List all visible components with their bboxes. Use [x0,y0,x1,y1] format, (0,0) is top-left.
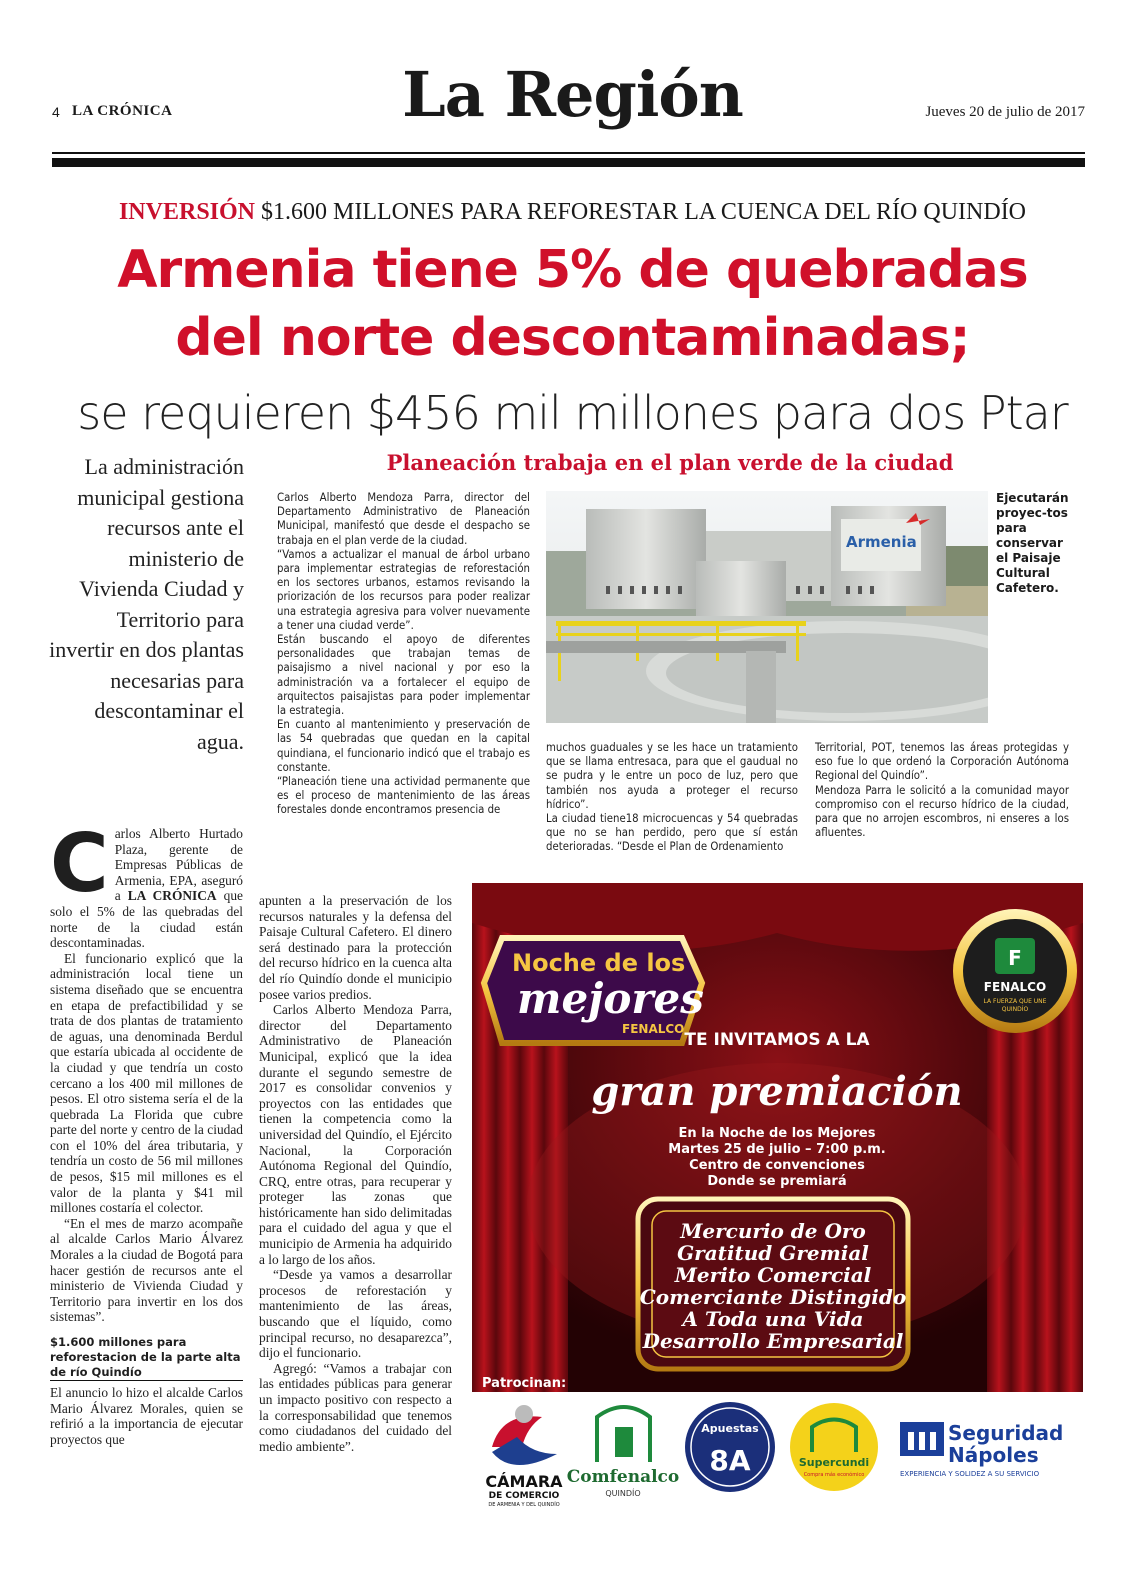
sponsor-logos [472,1392,1083,1522]
ad-invite: TE INVITAMOS A LA [684,1030,870,1050]
advertisement [472,883,1083,1392]
sidebar-paragraph: La ciudad tiene18 microcuencas y 54 quebradas que no se han perdido, pero que sí están deterioradas. “Desde el Plan de Ordenamiento [546,812,798,854]
ad-sign-line-1: Noche de los [512,949,686,977]
svg-text:Seguridad: Seguridad [948,1421,1064,1445]
body-paragraph: Agregó: “Vamos a trabajar con las entidades públicas para generar un impacto positivo con respecto a la corresponsabilidad que tenemos como ciudadanos del cuidado del medio ambiente”. [259,1360,452,1454]
kicker-tag: INVERSIÓN [118,199,255,225]
svg-text:EXPERIENCIA Y SOLIDEZ A SU SER: EXPERIENCIA Y SOLIDEZ A SU SERVICIO [900,1470,1040,1478]
sidebar-paragraph: Territorial, POT, tenemos las áreas protegidas y eso fue lo que ordenó la Corporación Autónoma Regional del Quindío”. [815,741,1069,783]
sidebar-paragraph: En cuanto al mantenimiento y preservación de las 54 quebradas que quedan en la capital quindiana, el funcionario indicó que el trabajo es constante. [277,718,530,774]
photo-caption: Ejecutarán proyec-tos para conservar el Paisaje Cultural Cafetero. [996,491,1069,595]
kicker-text: $1.600 MILLONES PARA REFORESTAR LA CUENCA DEL RÍO QUINDÍO [261,199,1027,225]
section-title: La Región [402,58,743,131]
ad-graphic [472,883,1083,1392]
paper-name-inline: LA CRÓNICA [127,888,217,904]
body-subtitle: $1.600 millones para reforestacion de la parte alta de río Quindío [50,1335,243,1381]
ad-event: gran premiación [591,1068,963,1115]
ad-detail: Donde se premiará [707,1174,847,1189]
comfenalco-logo [567,1407,680,1498]
ad-award: Gratitud Gremial [677,1241,869,1265]
body-column-2 [259,893,452,1454]
drop-cap: C [50,817,109,910]
sidebar-column-2 [546,741,798,855]
svg-text:Comfenalco: Comfenalco [566,1467,680,1487]
kicker [0,199,1145,226]
svg-text:Nápoles: Nápoles [948,1443,1039,1467]
sponsors-label: Patrocinan: [482,1376,567,1391]
ad-badge-name: FENALCO [983,980,1047,994]
seguridad-napoles-logo [900,1421,1063,1478]
ad-sign-line-3: FENALCO [622,1022,685,1036]
body-lead-end: que solo el 5% de las quebradas del norte de la ciudad están descontaminadas. [50,888,243,951]
svg-text:DE COMERCIO: DE COMERCIO [488,1491,560,1501]
sidebar-title: Planeación trabaja en el plan verde de la ciudad [386,450,954,475]
svg-text:F: F [1008,946,1022,970]
body-paragraph: apunten a la preservación de los recursos naturales y la defensa del Paisaje Cultural Cafetero. El dinero será destinado para la protección del recurso hídrico en la cuenca alta del río Quindío donde el municipio posee varios predios. [259,893,452,1002]
sidebar-paragraph: Carlos Alberto Mendoza Parra, director del Departamento Administrativo de Planeación Municipal, manifestó que desde el despacho se trabaja en el plan verde de la ciudad. [277,491,530,547]
ad-award: A Toda una Vida [682,1307,864,1331]
ad-detail: Centro de convenciones [689,1158,865,1173]
sidebar-column-3 [815,741,1069,840]
svg-text:Compra más económico: Compra más económico [803,1472,865,1478]
ad-detail: En la Noche de los Mejores [678,1126,876,1141]
supercundi-logo [790,1403,878,1491]
summary: La administración municipal gestiona recursos ante el ministerio de Vivienda Ciudad y Territorio para invertir en dos plantas necesarias para descontaminar el agua. [49,454,244,754]
article-photo [546,491,988,723]
ad-sign-line-2: mejores [517,974,704,1023]
svg-text:8A: 8A [709,1444,751,1477]
headline [40,236,1105,372]
body-paragraph: El anuncio lo hizo el alcalde Carlos Mario Álvarez Morales, quien se refirió a la importancia de ejecutar proyectos que [50,1385,243,1447]
ad-award: Merito Comercial [674,1263,872,1287]
sidebar-paragraph: Están buscando el apoyo de diferentes personalidades que trabajan temas de paisajismo a nivel nacional y por eso la administración va a fortalecer el equipo de arquitectos paisajistas para poder implementar la estrategia. [277,633,530,718]
body-lead: arlos Alberto Hurtado Plaza, gerente de Empresas Públicas de Armenia, EPA, aseguró a [114,826,243,904]
paper-name: LA CRÓNICA [72,103,173,119]
sidebar-paragraph: “Planeación tiene una actividad permanente que es el proceso de mantenimiento de las áreas forestales donde encontramos presencia de [277,775,530,817]
deck: se requieren $456 mil millones para dos Ptar [77,386,1068,440]
svg-text:QUINDÍO: QUINDÍO [605,1489,641,1498]
water-treatment-plant-image [546,491,988,723]
issue-date: Jueves 20 de julio de 2017 [925,104,1085,120]
svg-text:DE ARMENIA Y DEL QUINDÍO: DE ARMENIA Y DEL QUINDÍO [488,1502,560,1508]
sidebar-column-1 [277,491,530,818]
apuestas-logo [685,1402,775,1492]
body-column-1 [50,817,243,1447]
sidebar-paragraph: “Vamos a actualizar el manual de árbol urbano para implementar estrategias de reforestación en los sectores urbanos, estamos revisando la priorización de los recursos para poder realizar una estrategia agresiva para volver nuevamente a tener una ciudad verde”. [277,547,530,632]
svg-text:Supercundi: Supercundi [798,1456,870,1469]
ad-badge-region: QUINDÍO [1001,1006,1029,1013]
ad-award: Comerciante Distingido [639,1285,907,1309]
ad-detail: Martes 25 de julio – 7:00 p.m. [668,1142,886,1157]
page-number: 4 [52,104,60,120]
body-paragraph: “Desde ya vamos a desarrollar procesos de reforestación y mantenimiento de las áreas, buscando que el líquido, como principal recurso, no desaparezca”, dijo el funcionario. [259,1267,452,1361]
ad-award: Desarrollo Empresarial [642,1329,904,1353]
photo-sign-text: Armenia [846,533,917,551]
ad-award: Mercurio de Oro [680,1219,866,1243]
body-paragraph: Carlos Alberto Mendoza Parra, director del Departamento Administrativo de Planeación Municipal, explicó que la idea durante el segundo semestre de 2017 es consolidar convenios y proyectos con las entidades que tienen la competencia como la universidad del Quindío, el Ejército Nacional, la Corporación Autónoma Regional del Quindío, CRQ, entre otras, para recuperar y proteger las zonas que históricamente han sido delimitadas para el cuidado del agua y que el municipio de Armenia ha adquirido a lo largo de los años. [259,1002,452,1267]
svg-text:CÁMARA: CÁMARA [485,1472,563,1491]
headline-line-2: del norte descontaminadas; [175,308,970,368]
headline-line-1: Armenia tiene 5% de quebradas [117,240,1028,300]
header-rule-thick [52,158,1085,167]
header-rule-thin [52,152,1085,154]
body-paragraph: El funcionario explicó que la administración local tiene un sistema diseñado que se encuentra en etapa de prefactibilidad y se trata de dos plantas de tratamiento de aguas, una denominada Berdul que estaría ubicada al occidente de la ciudad y que tendría un costo cercano a los 400 mil millones de pesos. El otro sistema sería el de la quebrada La Florida que cubre parte del norte y centro de la ciudad con el 10% del área tributaria, y tendría un costo de 56 mil millones de pesos, $15 mil millones es el valor de la planta y $41 mil millones costaría el colector. [50,950,243,1216]
sidebar-paragraph: muchos guaduales y se les hace un tratamiento que se llama entresaca, para que el gaudual no se pudra y le entre un poco de luz, pero que también nos ayuda a proteger el recurso hídrico”. [546,741,798,811]
sponsors-strip [472,1392,1083,1522]
camara-logo [485,1405,563,1508]
body-paragraph: “En el mes de marzo acompañe al alcalde Carlos Mario Álvarez Morales a la ciudad de Bogotá para hacer gestión de recursos ante el ministerio de Vivienda Ciudad y Territorio para invertir en los dos sistemas”. [50,1215,243,1325]
svg-text:Apuestas: Apuestas [701,1422,759,1435]
ad-badge-tagline: LA FUERZA QUE UNE [983,998,1047,1005]
sidebar-paragraph: Mendoza Parra le solicitó a la comunidad mayor compromiso con el recurso hídrico de la ciudad, para que no arrojen escombros, ni enseres a los afluentes. [815,783,1069,840]
